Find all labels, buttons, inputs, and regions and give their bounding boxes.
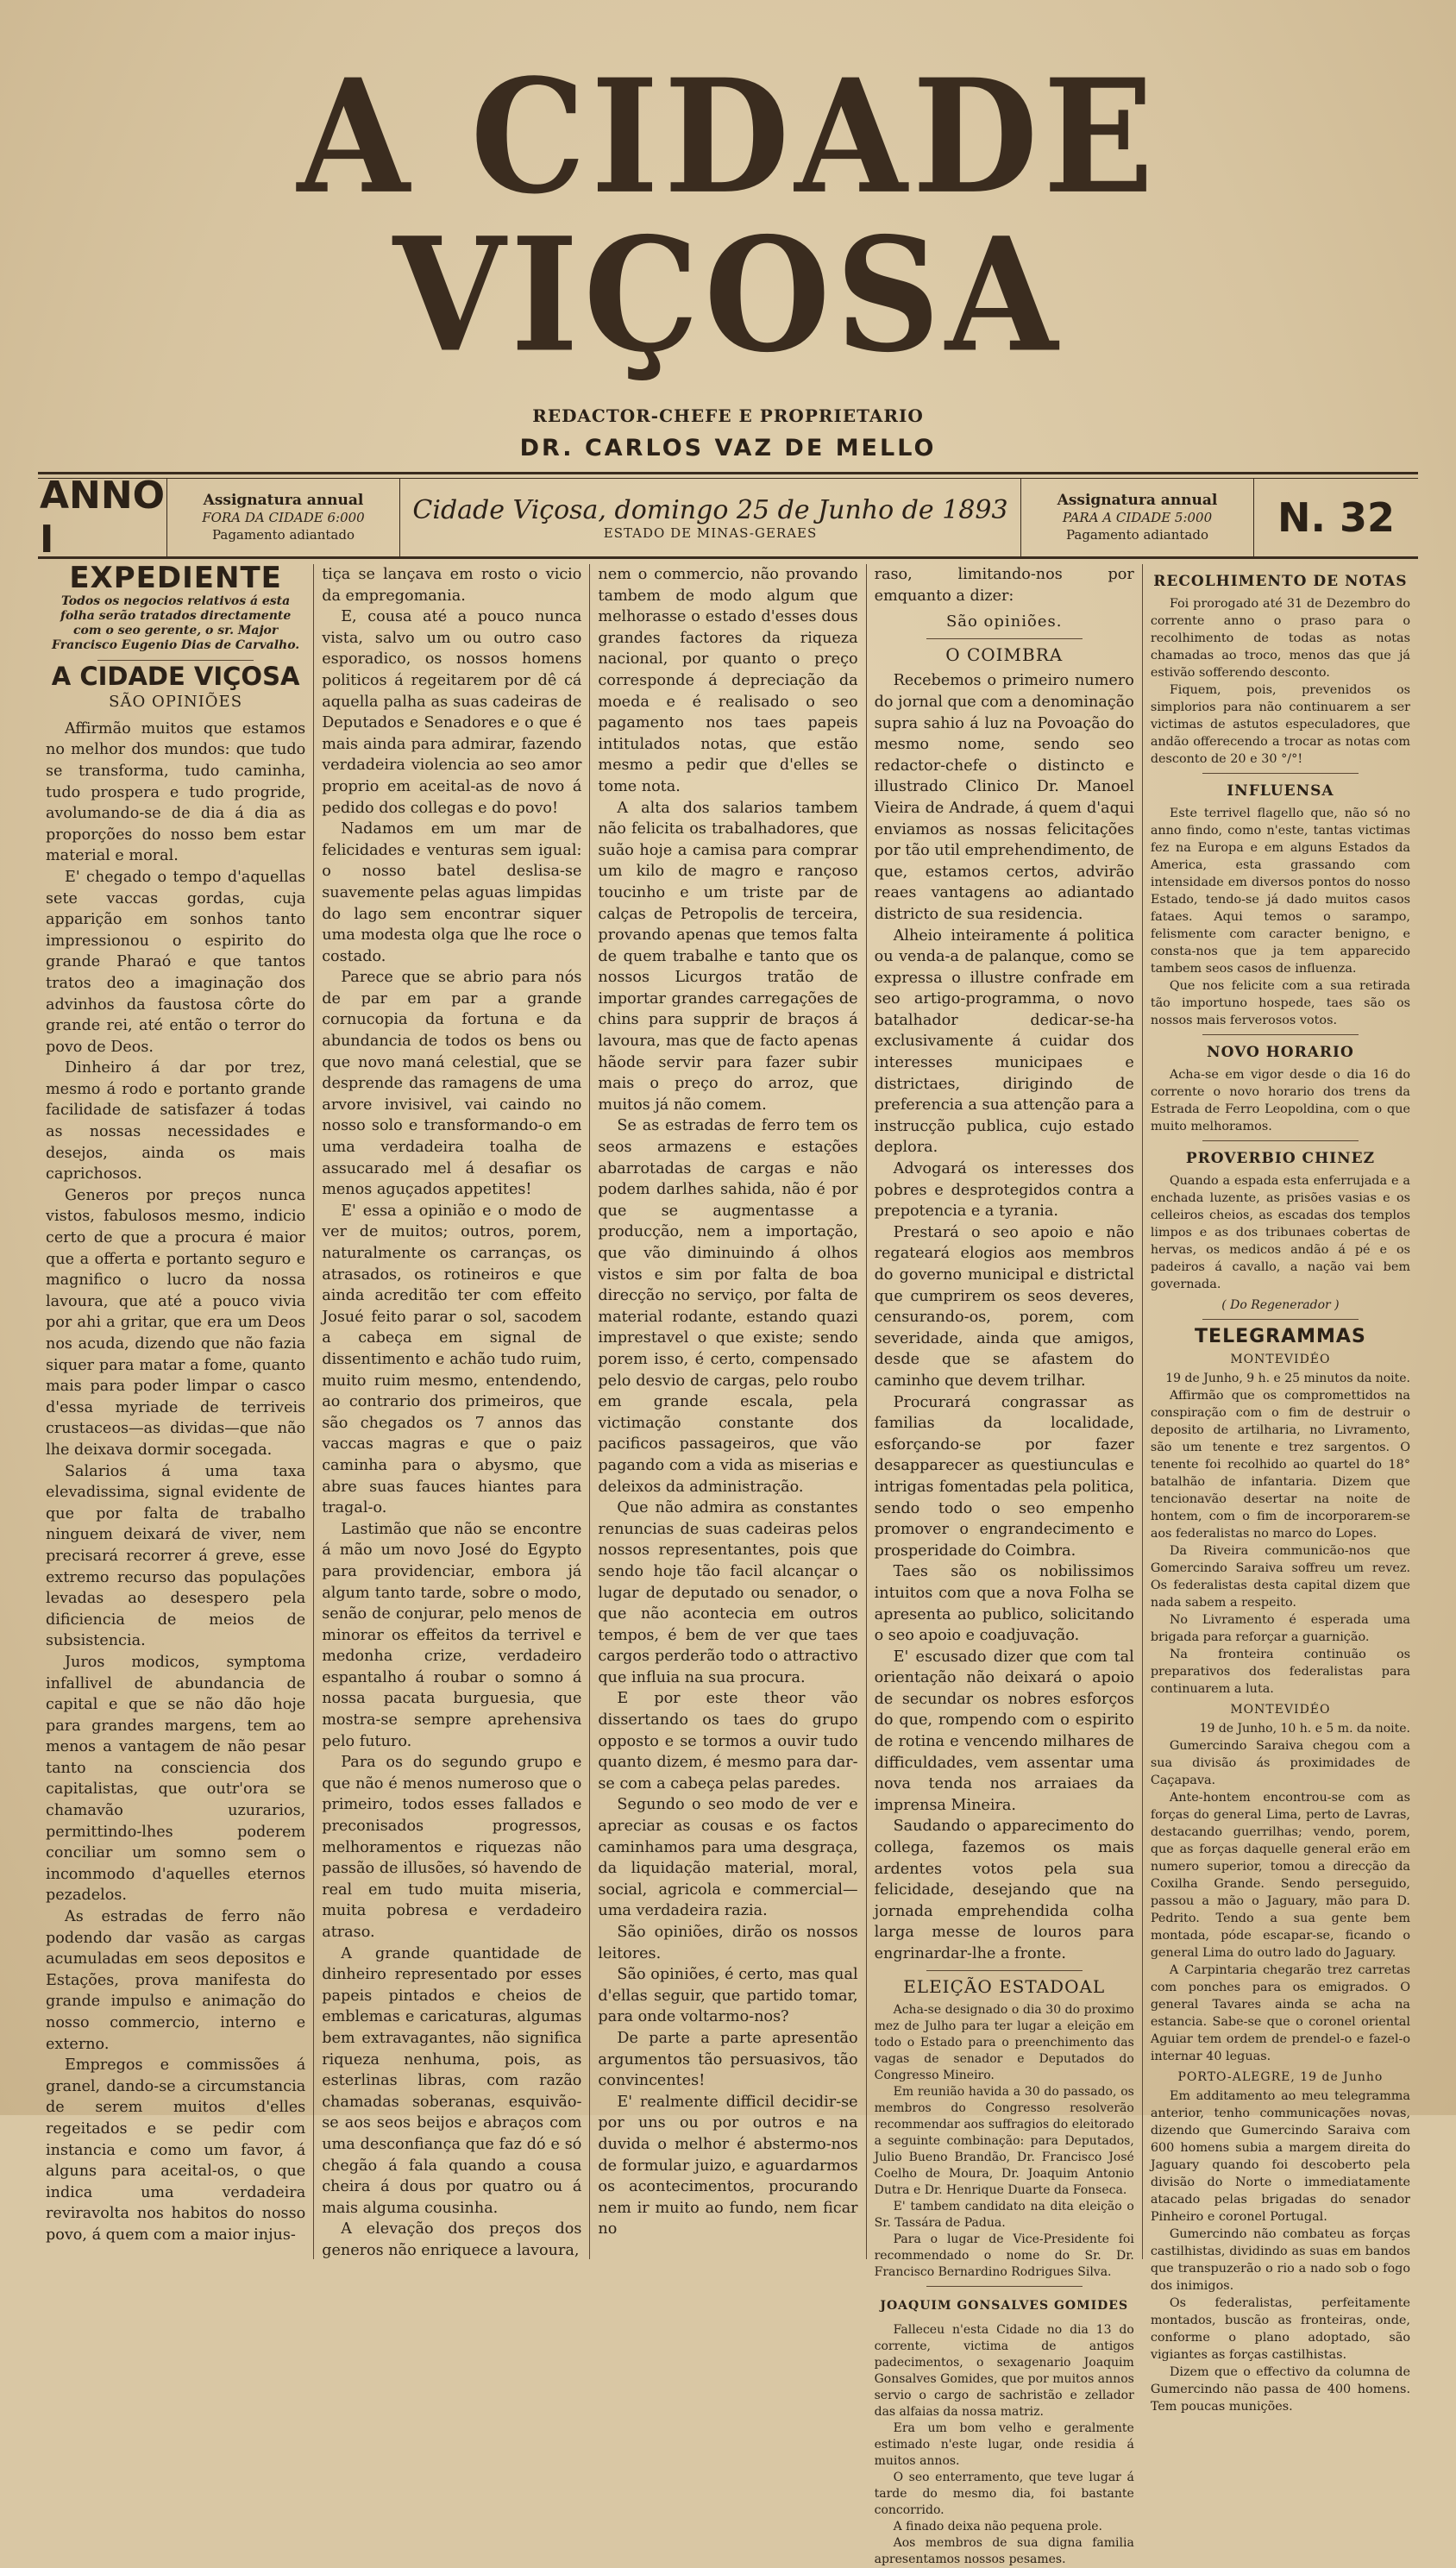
paragraph: Em reunião havida a 30 do passado, os membros do Congresso resolverão recommendar aos suffragios do eleitorado a seguinte combinação: para Deputados, Julio Bueno Brandão, Dr. Francisco José Coelho de Moura, Dr. Joaquim Antonio Dutra e Dr. Henrique Duarte da Fonseca. <box>874 2085 1134 2198</box>
paragraph: Em additamento ao meu telegramma anterior, tenho communicações novas, dizendo que Gumercindo Saraiva com 600 homens subia a margem direita do Jaguary quando foi descoberto pela divisão do Norte o immediatamente atacado pelas brigadas do senador Pinheiro e coronel Portugal. <box>1150 2089 1411 2224</box>
paragraph: Que não admira as constantes renuncias de suas cadeiras pelos nossos representantes, pois que sendo hoje tão facil alcançar o lugar de deputado ou senador, o que não acontecia em outros tempos, é bem de ver que taes cargos perderão todo o attractivo que influia na sua procura. <box>598 1499 858 1686</box>
paragraph: Gumercindo não combateu as forças castilhistas, dividindo as suas em bandos que transpuzerão o rio a nado sob o fogo dos inimigos. <box>1150 2227 1411 2293</box>
paragraph: Acha-se em vigor desde o dia 16 do corrente o novo horario dos trens da Estrada de Ferro Leopoldina, com o que muito melhoramos. <box>1150 1068 1411 1133</box>
paragraph: No Livramento é esperada uma brigada para reforçar a guarnição. <box>1150 1613 1411 1644</box>
masthead-rule <box>38 472 1418 474</box>
paragraph: Recebemos o primeiro numero do jornal que com a denominação supra sahio á luz na Povoação do mesmo nome, sendo seo redactor-chefe o distincto e illustrado Clinico Dr. Manoel Vieira de Andrade, á quem d'aqui enviamos as nossas felicitações por tão util emprehendimento, de que, estamos certos, advirão reaes vantagens ao adiantado districto de sua residencia. <box>874 672 1134 923</box>
paragraph: E' realmente difficil decidir-se por uns ou por outros e na duvida o melhor é abstermo-nos de formular juizo, e aguardarmos os acontecimentos, procurando nem ir muito ao fundo, nem ficar no <box>598 2093 858 2238</box>
telegram-place: MONTEVIDÉO <box>1230 1703 1331 1717</box>
state-label: ESTADO DE MINAS-GERAES <box>603 524 818 541</box>
subscription-city <box>1021 479 1254 556</box>
telegram-dateline: 19 de Junho, 10 h. e 5 m. da noite. <box>1199 1722 1411 1736</box>
paragraph: E' essa a opinião e o modo de ver de muitos; outros, porem, naturalmente os carranças, os atrasados, os rotineiros e que ainda acreditão ter com effeito Josué feito parar o sol, sacodem a cabeça em signal de dissentimento e achão tudo ruim, muito ruim mesmo, entendendo, ao contrario dos primeiros, que são chegados os 7 annos das vaccas magras e que o paiz caminha para o abysmo, que abre suas fauces hiantes para tragal-o. <box>322 1202 582 1517</box>
paragraph: Para o lugar de Vice-Presidente foi recommendado o nome do Sr. Dr. Francisco Bernardino Rodrigues Silva. <box>874 2232 1134 2280</box>
subscription-city-note: Pagamento adiantado <box>1065 527 1209 543</box>
column-4 <box>867 564 1143 2566</box>
paragraph: Alheio inteiramente á politica ou venda-a de palanque, como se expressa o illustre confrade em seo artigo-programma, o novo batalhador dedicar-se-ha exclusivamente á cuidar dos interesses municipaes e districtaes, dirigindo de preferencia a sua attenção para a instrucção publica, cujo estado deplora. <box>874 926 1134 1157</box>
paragraph: A elevação dos preços dos generos não enriquece a lavoura, <box>322 2220 582 2259</box>
telegram-place: MONTEVIDÉO <box>1230 1353 1331 1366</box>
paragraph: São opiniões, dirão os nossos leitores. <box>598 1924 858 1962</box>
column-1 <box>38 561 314 2259</box>
paragraph: Era um bom velho e geralmente estimado n'este lugar, onde residia á muitos annos. <box>874 2420 1134 2468</box>
paragraph: tiça se lançava em rosto o vicio da empregomania. <box>322 566 582 605</box>
paragraph: Acha-se designado o dia 30 do proximo mez de Julho para ter lugar a eleição em todo o Estado para o preenchimento das vagas de senador e Deputados do Congresso Mineiro. <box>874 2003 1134 2083</box>
paragraph: De parte a parte apresentão argumentos tão persuasivos, tão convincentes! <box>598 2029 858 2090</box>
divider <box>97 660 254 661</box>
subscription-outside-note: Pagamento adiantado <box>211 527 355 543</box>
divider <box>1202 1034 1359 1035</box>
paragraph: Foi prorogado até 31 de Dezembro do corrente anno o praso para o recolhimento de todas as notas chamadas ao troco, menos das que já estivão sofferendo desconto. <box>1150 597 1411 680</box>
paragraph: Da Riveira communicão-nos que Gomercindo Saraiva soffreu um revez. Os federalistas desta capital dizem que nada sabem a respeito. <box>1150 1544 1411 1610</box>
subscription-outside-title: Assignatura annual <box>203 492 364 509</box>
editorial-heading: A CIDADE VIÇOSA <box>51 661 300 691</box>
divider <box>1202 773 1359 774</box>
column-5 <box>1143 564 1418 2414</box>
info-bar <box>38 474 1418 562</box>
obituary-heading: JOAQUIM GONSALVES GOMIDES <box>880 2299 1129 2314</box>
paragraph: A grande quantidade de dinheiro representado por esses papeis pintados e cheios de emblemas e caricaturas, algumas bem extravagantes, não significa riqueza nenhuma, pois, as esterlinas libras, com razão chamadas soberanas, esquivão-se aos seos beijos e abraços com uma desconfiança que faz dó e só chegão á fala quando a cousa cheira á dous por quatro ou á mais alguma cousinha. <box>322 1944 582 2217</box>
paragraph: E' chegado o tempo d'aquellas sete vaccas gordas, cuja apparição em sonhos tanto impressionou o espirito do grande Pharaó e que tantos tratos deo a imaginação dos advinhos da faustosa côrte do grande rei, até então o terror do povo de Deos. <box>46 868 306 1056</box>
influenza-heading: INFLUENSA <box>1227 782 1334 800</box>
intro-quote: São opiniões. <box>945 612 1063 631</box>
paragraph: Este terrivel flagello que, não só no anno findo, como n'este, tantas victimas fez na Europa e em alguns Estados da America, esta grassando com intensidade em diversos pontos do nosso Estado, tendo-se já dado muitos casos fataes. Aqui temos o sarampo, felismente com caracter benigno, e consta-nos que ja tem apparecido tambem seos casos de influenza. <box>1150 807 1411 976</box>
paragraph: Salarios á uma taxa elevadissima, signal evidente de que por falta de trabalho ninguem deixará de viver, nem precisará recorrer á greve, esse extremo recurso das populações levadas ao desespero pela dificiencia de meios de subsistencia. <box>46 1462 306 1650</box>
paragraph: Affirmão que os compromettidos na conspiração com o fim de destruir o deposito de artilharia, no Livramento, são um tenente e trez sargentos. O tenente foi recolhido ao quartel do 18° batalhão de infantaria. Dizem que tencionavão desertar na noite de hontem, com o fim de incorporarem-se aos federalistas no marco do Lopes. <box>1150 1389 1411 1541</box>
paragraph: Dizem que o effectivo da columna de Gumercindo não passa de 400 homens. Tem poucas munições. <box>1150 2365 1411 2414</box>
paragraph: Aos membros de sua digna familia apresentamos nossos pesames. <box>874 2535 1134 2566</box>
paragraph: Advogará os interesses dos pobres e desprotegidos contra a prepotencia e a tyrania. <box>874 1160 1134 1221</box>
paragraph: Gumercindo Saraiva chegou com a sua divisão ás proximidades de Caçapava. <box>1150 1739 1411 1787</box>
timetable-heading: NOVO HORARIO <box>1207 1044 1354 1061</box>
paragraph: Procurará congrassar as familias da localidade, esforçando-se por fazer desapparecer as questiunculas e intrigas fomentadas pela politica, sendo todo o seo empenho promover o engrandecimento e prosperidade do Coimbra. <box>874 1393 1134 1560</box>
paragraph: As estradas de ferro não podendo dar vasão as cargas acumuladas em seos depositos e Estações, prova manifesta do grande impulso e animação do nosso commercio, interno e externo. <box>46 1908 306 2053</box>
expediente-notice: Todos os negocios relativos á esta folha serão tratados directamente com o seo gerente, o sr. Major Francisco Eugenio Dias de Carvalho. <box>52 593 300 652</box>
paragraph: Quando a espada esta enferrujada e a enchada luzente, as prisões vasias e os celleiros cheios, as escadas dos templos limpos e as dos tribunaes cobertas de hervas, os medicos andão á pé e os padeiros á cavallo, a nação vai bem governada. <box>1150 1174 1411 1291</box>
year-label: ANNO I <box>38 479 167 556</box>
paragraph: Na fronteira continuão os preparativos dos federalistas para continuarem a luta. <box>1150 1648 1411 1696</box>
coimbra-heading: O COIMBRA <box>945 644 1064 665</box>
column-2 <box>314 564 590 2259</box>
election-heading: ELEIÇÃO ESTADOAL <box>903 1975 1106 1997</box>
paragraph: A Carpintaria chegarão trez carretas com ponches para os emigrados. O general Tavares ainda se acha na estancia. Sabe-se que o coronel oriental Aguiar tem ordem de prendel-o e fazel-o internar 40 leguas. <box>1150 1963 1411 2063</box>
subscription-city-price: PARA A CIDADE 5:000 <box>1062 510 1213 525</box>
issue-number: N. 32 <box>1277 494 1395 541</box>
paragraph: O seo enterramento, que teve lugar á tarde do mesmo dia, foi bastante concorrido. <box>874 2470 1134 2517</box>
telegrams-heading: TELEGRAMMAS <box>1195 1326 1366 1347</box>
expediente-heading: EXPEDIENTE <box>69 561 282 595</box>
telegram-place: PORTO-ALEGRE, 19 de Junho <box>1177 2070 1384 2084</box>
subscription-outside-price: FORA DA CIDADE 6:000 <box>202 510 365 525</box>
telegram-dateline: 19 de Junho, 9 h. e 25 minutos da noite. <box>1165 1372 1411 1385</box>
paragraph: Falleceu n'esta Cidade no dia 13 do corrente, victima de antigos padecimentos, o sexagenario Joaquim Gonsalves Gomides, que por muitos annos servio o cargo de sachristão e zellador das alfaias da nossa matriz. <box>874 2322 1134 2419</box>
paragraph: Ante-hontem encontrou-se com as forças do general Lima, perto de Lavras, destacando guerrilhas; vendo, porem, que as forças daquelle general erão em numero superior, tomou a direcção da Coxilha Grande. Sendo perseguido, passou a mão o Jaguary, mão para D. Pedrito. Tendo a sua gente bem montada, póde escapar-se, ficando o general Lima do outro lado do Jaguary. <box>1150 1791 1411 1960</box>
paragraph: Taes são os nobilissimos intuitos com que a nova Folha se apresenta ao publico, solicitando o seo apoio e coadjuvação. <box>874 1563 1134 1645</box>
paragraph: nem o commercio, não provando tambem de modo algum que melhorasse o estado d'esses dous grandes factores da riqueza nacional, por quanto o preço corresponde á depreciação da moeda e é realisado o seo pagamento nos taes papeis intitulados notas, que estão mesmo a pedir que d'elles se tome nota. <box>598 566 858 795</box>
paragraph: Generos por preços nunca vistos, fabulosos mesmo, indicio certo de que a procura é maior que a offerta e portanto seguro e magnifico o lucro da nossa lavoura, que até a pouco vivia por ahi a gritar, que era um Deos nos acuda, dizendo que não fazia siquer para matar a fome, quanto mais para poder limpar o casco d'essa myriade de terriveis crustaceos—as dividas—que não lhe deixava dormir socegada. <box>46 1186 306 1459</box>
paragraph: E por este theor vão dissertando os taes do grupo opposto e se tormos a ouvir tudo quanto dizem, é mesmo para dar-se com a cabeça pelas paredes. <box>598 1690 858 1793</box>
paragraph: Prestará o seo apoio e não regateará elogios aos membros do governo municipal e districtal que cumprirem os seos deveres, censurando-os, porem, com severidade, ainda que amigos, desde que se afastem do caminho que devem trilhar. <box>874 1223 1134 1390</box>
proverb-heading: PROVERBIO CHINEZ <box>1185 1150 1376 1167</box>
paragraph: Lastimão que não se encontre á mão um novo José do Egypto para providenciar, embora já algum tanto tarde, sobre o modo, senão de conjurar, pelo menos de minorar os effeitos da terrivel e medonha crize, verdadeiro espantalho á roubar o somno á nossa pacata burguesia, que mostra-se sempre aprehensiva pelo futuro. <box>322 1520 582 1750</box>
paragraph: A finado deixa não pequena prole. <box>893 2519 1102 2533</box>
editorial-subheading: SÃO OPINIÕES <box>109 693 243 712</box>
paragraph: Segundo o seo modo de ver e apreciar as cousas e os factos caminhamos para uma desgraça, da liquidação material, moral, social, agricola e commercial—uma verdadeira razia. <box>598 1796 858 1920</box>
masthead-title: A CIDADE VIÇOSA <box>297 44 1159 387</box>
issue-date-text: Cidade Viçosa, domingo 25 de Junho de 1893 <box>412 494 1008 525</box>
proverb-source: ( Do Regenerador ) <box>1221 1298 1340 1312</box>
paragraph: Saudando o apparecimento do collega, fazemos os mais ardentes votos pela sua felicidade, desejando que na jornada emprehendida colha larga messe de louros para engrinardar-lhe a fronte. <box>874 1818 1134 1962</box>
paragraph: Empregos e commissões á granel, dando-se a circumstancia de serem muitos d'elles regeitados e se pedir com instancia e como um favor, á alguns para aceital-os, o que indica uma verdadeira reviravolta nos habitos do nosso povo, á quem com a maior injus- <box>46 2056 306 2244</box>
paragraph: Nadamos em um mar de felicidades e venturas sem igual: o nosso batel deslisa-se suavemente pelas aguas limpidas do lago sem encontrar siquer uma modesta olga que lhe roce o costado. <box>322 820 582 965</box>
divider <box>926 2286 1083 2287</box>
paragraph: E' tambem candidato na dita eleição o Sr. Tassára de Padua. <box>874 2200 1134 2231</box>
masthead-subtitle: REDACTOR-CHEFE E PROPRIETARIO <box>532 405 924 426</box>
divider <box>926 638 1083 639</box>
subscription-outside <box>167 479 400 556</box>
paragraph: E' escusado dizer que com tal orientação não deixará o apoio de secundar os nobres esforços do que, rompendo com o espirito de rotina e vencendo milhares de difficuldades, vem assentar uma nova tenda nos arraiaes da imprensa Mineira. <box>874 1648 1134 1814</box>
issue-date <box>400 479 1021 556</box>
paragraph: A alta dos salarios tambem não felicita os trabalhadores, que suão hoje a camisa para comprar um kilo de magro e rançoso toucinho e um triste par de calças de Petropolis de terceira, provando apenas que temos falta de quem trabalhe e tanto que os nossos Licurgos tratão de importar grandes carregações de chins para supprir de braços á lavoura, mas que de facto apenas hãode servir para fazer subir mais o preço do arroz, que muitos já não comem. <box>598 799 858 1114</box>
paragraph: Juros modicos, symptoma infallivel de abundancia de capital e que se não dão hoje para grandes margens, tem ao menos a vantagem de não pesar tanto na consciencia dos capitalistas, que outr'ora se chamavão uzurarios, permittindo-lhes poderem conciliar um somno sem o incommodo d'aquelles eternos pezadelos. <box>46 1653 306 1905</box>
paragraph: Dinheiro á dar por trez, mesmo á rodo e portanto grande facilidade de satisfazer á todas as nossas necessidades e desejos, ainda os mais caprichosos. <box>46 1059 306 1184</box>
column-3 <box>590 564 866 2259</box>
paragraph: Os federalistas, perfeitamente montados, buscão as fronteiras, onde, conforme o plano adoptado, são vigiantes as forças castilhistas. <box>1150 2296 1411 2362</box>
subscription-city-title: Assignatura annual <box>1057 492 1218 509</box>
divider <box>1202 1140 1359 1141</box>
divider <box>1202 1319 1359 1320</box>
paragraph: raso, limitando-nos por emquanto a dizer: <box>874 566 1134 605</box>
paragraph: E, cousa até a pouco nunca vista, salvo um ou outro caso esporadico, os nossos homens politicos á regeitarem por dê cá aquella palha as suas cadeiras de Deputados e Senadores e o que é mais ainda para admirar, fazendo verdadeira violencia ao seo amor proprio em aceital-as de novo á pedido dos collegas e do povo! <box>322 608 582 817</box>
paragraph: Fiquem, pois, prevenidos os simplorios para não continuarem a ser victimas de astutos especuladores, que andão offerecendo a trocar as notas com desconto de 20 e 30 °/°! <box>1150 683 1411 766</box>
paragraph: Que nos felicite com a sua retirada tão importuno hospede, taes são os nossos mais ferverosos votos. <box>1150 979 1411 1027</box>
paragraph: São opiniões, é certo, mas qual d'ellas seguir, que partido tomar, para onde voltarmo-nos? <box>598 1966 858 2026</box>
divider <box>926 1970 1083 1971</box>
paragraph: Para os do segundo grupo e que não é menos numeroso que o primeiro, todos esses fallados e preconisados progressos, melhoramentos e riquezas não passão de illusões, só havendo de real em tudo muita miseria, muita pobresa e verdadeiro atraso. <box>322 1754 582 1941</box>
notes-heading: RECOLHIMENTO DE NOTAS <box>1153 573 1408 590</box>
masthead-editor: DR. CARLOS VAZ DE MELLO <box>519 435 937 461</box>
paragraph: Affirmão muitos que estamos no melhor dos mundos: que tudo se transforma, tudo caminha, tudo prospera e tudo progride, avolumando-se de dia á dia as proporções do nosso bem estar material e moral. <box>46 719 306 865</box>
article-columns <box>38 561 1418 2566</box>
paragraph: Se as estradas de ferro tem os seos armazens e estações abarrotadas de cargas e não podem darlhes sahida, não é por que se augmentasse a producção, nem a importação, que vão diminuindo á olhos vistos e sim por falta de boa direcção no serviço, por falta de material rodante, estando quazi imprestavel o que existe; sendo porem isso, é certo, compensado pelo desvio de cargas, pelo roubo em grande escala, pela victimação constante dos pacificos passageiros, que vão pagando com a vida as miserias e deleixos da administração. <box>598 1117 858 1496</box>
paragraph: Parece que se abrio para nós de par em par a grande cornucopia da fortuna e da abundancia de todos os bens ou que novo maná celestial, que se desprende das ramagens de uma arvore invisivel, vai caindo no nosso solo e transformando-o em uma verdadeira toalha de assucarado mel á desafiar os menos aguçados appetites! <box>322 969 582 1199</box>
